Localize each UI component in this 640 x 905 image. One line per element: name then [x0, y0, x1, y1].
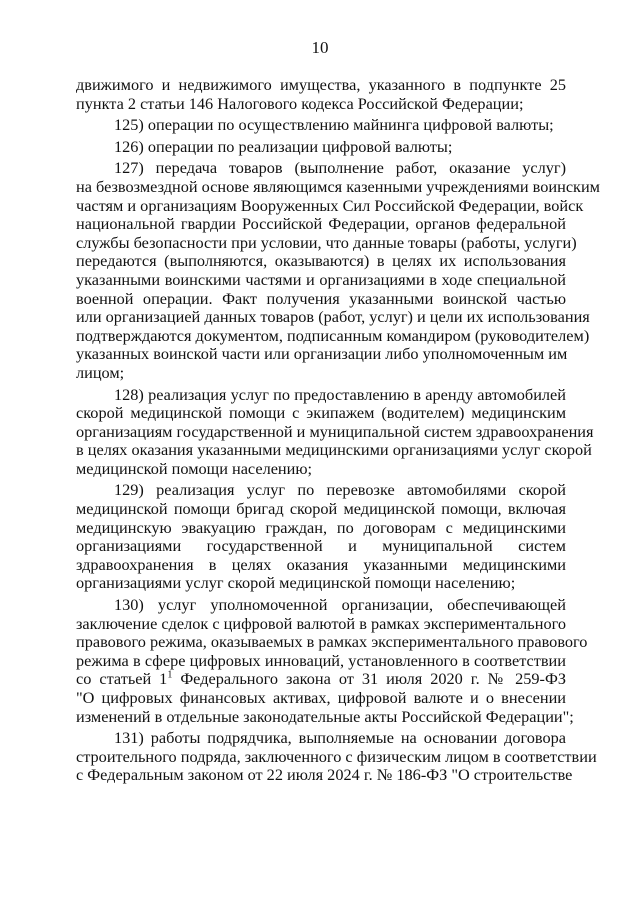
body-text: [76, 75, 600, 785]
text-line: правового режима, оказываемых в рамках экспериментального правового: [76, 632, 588, 652]
text-line: или организацией данных товаров (работ, услуг) и цели их использования: [76, 307, 590, 327]
page-number: 10: [311, 38, 329, 57]
text-line: 125) операции по осуществлению майнинга цифровой валюты;: [114, 115, 554, 135]
text-line: здравоохранения в целях оказания указанными медицинскими: [76, 554, 566, 574]
text-line: 126) операции по реализации цифровой валюты;: [114, 136, 453, 156]
text-line: изменений в отдельные законодательные акты Российской Федерации";: [76, 706, 574, 726]
text-line: организациями государственной и муниципальной систем: [76, 536, 566, 556]
text-line: организациям государственной и муниципальной систем здравоохранения: [76, 421, 594, 441]
text-line: указанных воинской части или организации либо уполномоченным им: [76, 344, 568, 364]
text-line: "О цифровых финансовых активах, цифровой валюте и о внесении: [76, 688, 566, 707]
text-line: в целях оказания указанными медицинскими организациями услуг скорой: [76, 440, 592, 460]
text-line: организациями услуг скорой медицинской помощи населению;: [76, 573, 516, 593]
text-line: на безвозмездной основе являющимся казенными учреждениями воинским: [76, 176, 600, 196]
text-line: национальной гвардии Российской Федерации, органов федеральной: [76, 214, 566, 234]
text-line: передаются (выполняются, оказываются) в целях их использования: [76, 251, 566, 271]
text-line: заключение сделок с цифровой валютой в рамках экспериментального: [76, 613, 566, 633]
text-line: подтверждаются документом, подписанным командиром (руководителем): [76, 325, 590, 345]
text-line: медицинскую эвакуацию граждан, по договорам с медицинскими: [76, 517, 566, 537]
text-line: частям и организациям Вооруженных Сил Российской Федерации, войск: [76, 195, 584, 215]
text-line: 128) реализация услуг по предоставлению в аренду автомобилей: [114, 384, 566, 404]
text-line: службы безопасности при условии, что данные товары (работы, услуги): [76, 232, 577, 252]
text-line: скорой медицинской помощи с экипажем (водителем) медицинским: [76, 403, 566, 423]
text-line: строительного подряда, заключенного с физическим лицом в соответствии: [76, 746, 597, 766]
text-line: медицинской помощи населению;: [76, 458, 313, 478]
text-line: 127) передача товаров (выполнение работ, оказание услуг): [114, 158, 566, 178]
text-line: 131) работы подрядчика, выполняемые на основании договора: [114, 728, 566, 748]
text-line: 129) реализация услуг по перевозке автомобилями скорой: [114, 480, 566, 500]
text-line: с Федеральным законом от 22 июля 2024 г. № 186-ФЗ "О строительстве: [76, 765, 573, 785]
text-line: лицом;: [76, 362, 125, 382]
superscript-mark: 1: [167, 669, 173, 681]
text-line: военной операции. Факт получения указанными воинской частью: [76, 288, 566, 308]
text-line: указанными воинскими частями и организациями в ходе специальной: [76, 269, 566, 289]
text-line: медицинской помощи бригад скорой медицинской помощи, включая: [76, 499, 566, 519]
text-line: движимого и недвижимого имущества, указанного в подпункте 25: [76, 75, 566, 94]
text-line: 130) услуг уполномоченной организации, обеспечивающей: [114, 595, 566, 615]
text-line: со статьей $1^1$ Федерального закона от 31 июля 2020 г. № 259-ФЗ: [76, 669, 566, 689]
text-line: режима в сфере цифровых инноваций, установленного в соответствии: [76, 650, 566, 670]
text-line: пункта 2 статьи 146 Налогового кодекса Российской Федерации;: [76, 93, 524, 113]
